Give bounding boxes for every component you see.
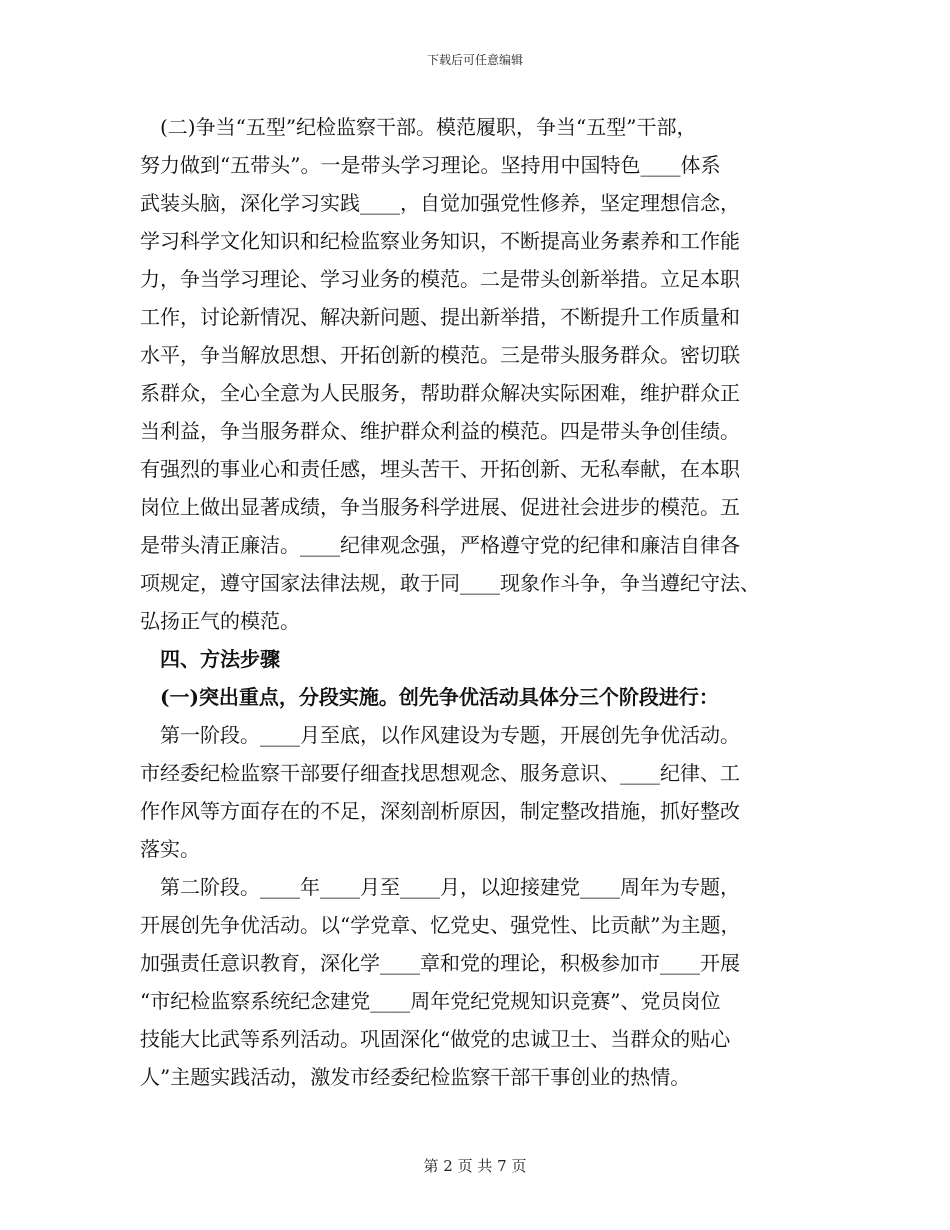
paragraph-line: 系群众，全心全意为人民服务，帮助群众解决实际困难，维护群众正	[140, 381, 740, 405]
page-footer: 第 2 页 共 7 页	[423, 1157, 527, 1175]
paragraph-line: (二)争当“五型”纪检监察干部。模范履职，争当“五型”干部，	[140, 115, 697, 139]
paragraph-line: 当利益，争当服务群众、维护群众利益的模范。四是带头争创佳绩。	[140, 419, 740, 443]
paragraph-line: 人”主题实践活动，激发市经委纪检监察干部干事创业的热情。	[140, 1065, 691, 1089]
paragraph-line: 岗位上做出显著成绩，争当服务科学进展、促进社会进步的模范。五	[140, 495, 740, 519]
section-heading-line: (一)突出重点，分段实施。创先争优活动具体分三个阶段进行：	[140, 685, 719, 709]
paragraph-line: “市纪检监察系统纪念建党____周年党纪党规知识竞赛”、党员岗位	[140, 989, 721, 1013]
paragraph-line: 武装头脑，深化学习实践____，自觉加强党性修养，坚定理想信念，	[140, 191, 740, 215]
paragraph-line: 加强责任意识教育，深化学____章和党的理论，积极参加市____开展	[140, 951, 740, 975]
paragraph-line: 学习科学文化知识和纪检监察业务知识，不断提高业务素养和工作能	[140, 229, 740, 253]
document-body	[140, 108, 820, 1096]
paragraph-line: 是带头清正廉洁。____纪律观念强，严格遵守党的纪律和廉洁自律各	[140, 533, 740, 557]
paragraph-line: 落实。	[140, 837, 200, 861]
section-heading-line: 四、方法步骤	[140, 647, 280, 671]
paragraph-line: 技能大比武等系列活动。巩固深化“做党的忠诚卫士、当群众的贴心	[140, 1027, 731, 1051]
paragraph-line: 市经委纪检监察干部要仔细查找思想观念、服务意识、____纪律、工	[140, 761, 740, 785]
page-header: 下载后可任意编辑	[426, 53, 523, 67]
paragraph-line: 工作，讨论新情况、解决新问题、提出新举措，不断提升工作质量和	[140, 305, 740, 329]
paragraph-line: 努力做到“五带头”。一是带头学习理论。坚持用中国特色____体系	[140, 153, 721, 177]
paragraph-line: 第二阶段。____年____月至____月，以迎接建党____周年为专题，	[140, 875, 740, 899]
paragraph-line: 作作风等方面存在的不足，深刻剖析原因，制定整改措施，抓好整改	[140, 799, 740, 823]
paragraph-line: 开展创先争优活动。以“学党章、忆党史、强党性、比贡献”为主题，	[140, 913, 741, 937]
paragraph-line: 有强烈的事业心和责任感，埋头苦干、开拓创新、无私奉献，在本职	[140, 457, 740, 481]
paragraph-line: 项规定，遵守国家法律法规，敢于同____现象作斗争，争当遵纪守法、	[140, 571, 760, 595]
paragraph-line: 水平，争当解放思想、开拓创新的模范。三是带头服务群众。密切联	[140, 343, 740, 367]
paragraph-line: 第一阶段。____月至底，以作风建设为专题，开展创先争优活动。	[140, 723, 740, 747]
paragraph-line: 力，争当学习理论、学习业务的模范。二是带头创新举措。立足本职	[140, 267, 740, 291]
paragraph-line: 弘扬正气的模范。	[140, 609, 300, 633]
